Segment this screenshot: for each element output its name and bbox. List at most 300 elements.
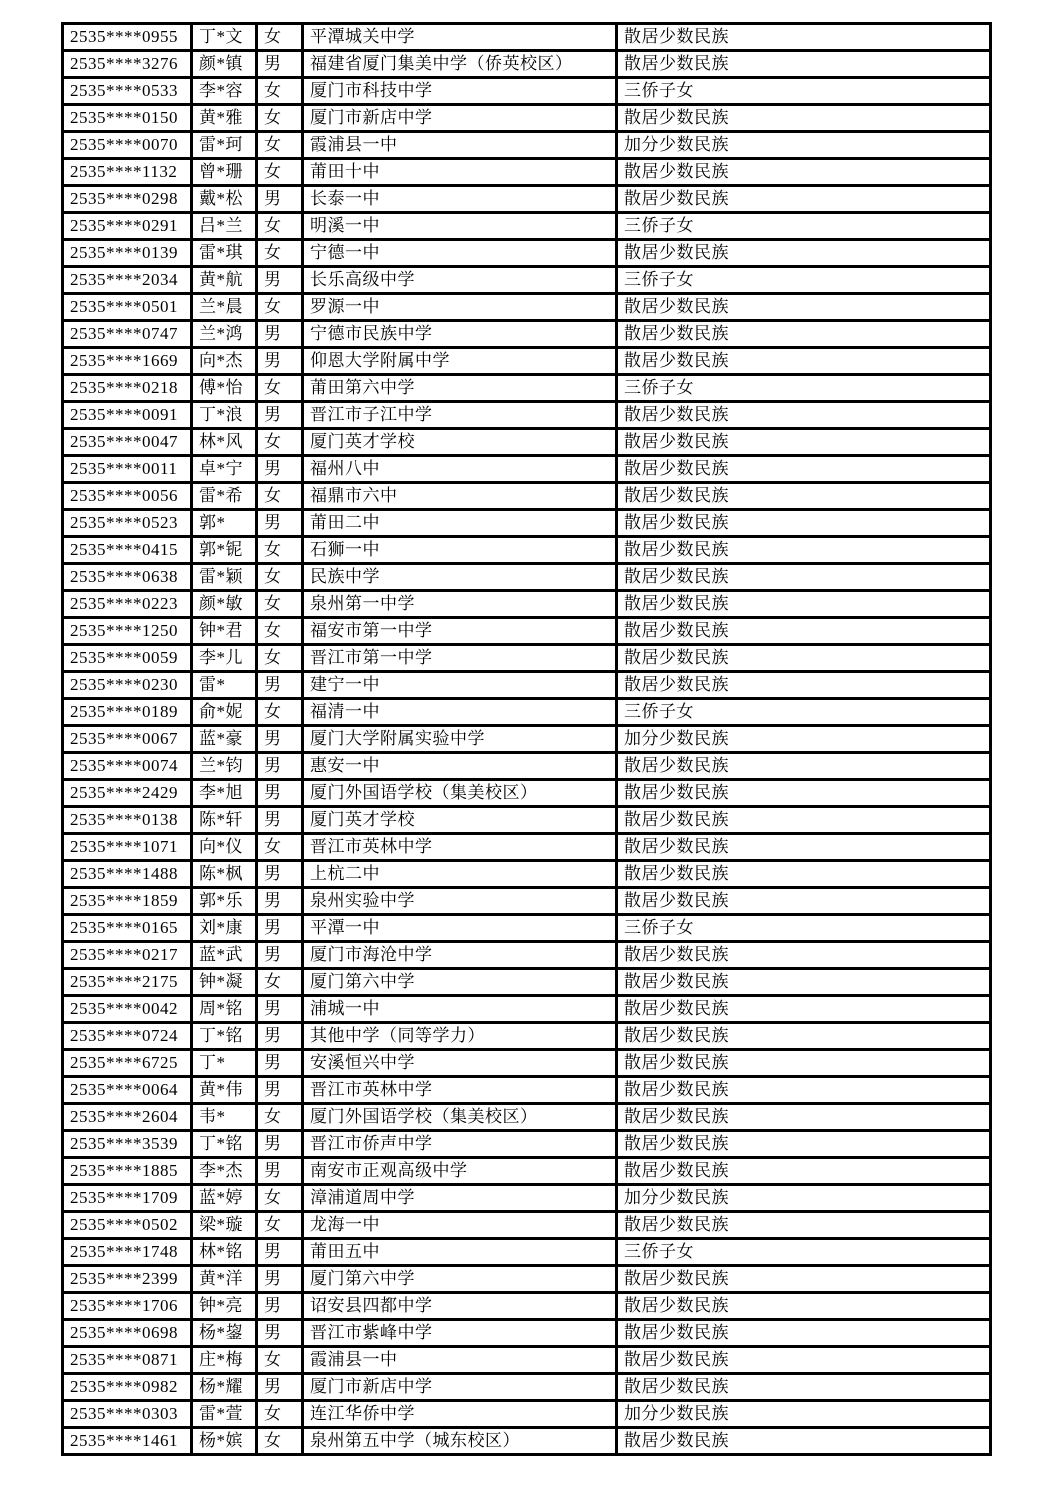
candidate-id-cell: 2535****0189 [63,699,192,726]
gender-cell: 男 [257,348,303,375]
table-row [63,105,991,132]
category-cell: 散居少数民族 [617,402,991,429]
gender-cell: 男 [257,402,303,429]
candidate-name-cell: 吕*兰 [192,213,257,240]
gender-cell: 男 [257,996,303,1023]
gender-cell: 男 [257,1293,303,1320]
candidate-name-cell: 向*仪 [192,834,257,861]
gender-cell: 男 [257,510,303,537]
table-row [63,1374,991,1401]
category-cell: 散居少数民族 [617,861,991,888]
school-cell: 厦门外国语学校（集美校区） [303,1104,617,1131]
gender-cell: 女 [257,1185,303,1212]
category-cell: 散居少数民族 [617,1320,991,1347]
candidate-name-cell: 兰*鸿 [192,321,257,348]
gender-cell: 男 [257,1158,303,1185]
candidate-name-cell: 林*风 [192,429,257,456]
school-cell: 厦门市新店中学 [303,105,617,132]
candidate-name-cell: 蓝*武 [192,942,257,969]
candidate-id-cell: 2535****0047 [63,429,192,456]
gender-cell: 男 [257,861,303,888]
candidate-name-cell: 杨*嫔 [192,1428,257,1455]
gender-cell: 男 [257,1050,303,1077]
gender-cell: 女 [257,78,303,105]
category-cell: 散居少数民族 [617,1212,991,1239]
table-row [63,645,991,672]
table-row [63,942,991,969]
table-row [63,186,991,213]
candidate-name-cell: 黄*伟 [192,1077,257,1104]
school-cell: 晋江市侨声中学 [303,1131,617,1158]
candidate-name-cell: 雷* [192,672,257,699]
table-row [63,591,991,618]
candidate-name-cell: 俞*妮 [192,699,257,726]
category-cell: 加分少数民族 [617,132,991,159]
candidate-id-cell: 2535****0011 [63,456,192,483]
table-row [63,537,991,564]
category-cell: 散居少数民族 [617,645,991,672]
school-cell: 晋江市子江中学 [303,402,617,429]
candidate-name-cell: 颜*敏 [192,591,257,618]
gender-cell: 男 [257,1023,303,1050]
school-cell: 泉州第一中学 [303,591,617,618]
table-row [63,672,991,699]
gender-cell: 男 [257,321,303,348]
candidate-id-cell: 2535****1071 [63,834,192,861]
candidate-id-cell: 2535****1706 [63,1293,192,1320]
gender-cell: 女 [257,1347,303,1374]
category-cell: 三侨子女 [617,915,991,942]
school-cell: 长泰一中 [303,186,617,213]
candidate-name-cell: 丁*铭 [192,1023,257,1050]
table-row [63,807,991,834]
candidate-id-cell: 2535****0747 [63,321,192,348]
candidate-name-cell: 兰*钧 [192,753,257,780]
candidate-id-cell: 2535****1748 [63,1239,192,1266]
candidate-name-cell: 杨*鋆 [192,1320,257,1347]
candidate-id-cell: 2535****0223 [63,591,192,618]
candidate-id-cell: 2535****0138 [63,807,192,834]
gender-cell: 男 [257,888,303,915]
category-cell: 散居少数民族 [617,1347,991,1374]
table-row [63,1347,991,1374]
gender-cell: 女 [257,645,303,672]
category-cell: 三侨子女 [617,78,991,105]
school-cell: 龙海一中 [303,1212,617,1239]
category-cell: 散居少数民族 [617,456,991,483]
gender-cell: 男 [257,780,303,807]
category-cell: 散居少数民族 [617,618,991,645]
candidate-name-cell: 丁*文 [192,24,257,51]
gender-cell: 男 [257,1266,303,1293]
category-cell: 散居少数民族 [617,51,991,78]
category-cell: 散居少数民族 [617,483,991,510]
candidate-name-cell: 钟*君 [192,618,257,645]
category-cell: 散居少数民族 [617,537,991,564]
gender-cell: 男 [257,672,303,699]
school-cell: 安溪恒兴中学 [303,1050,617,1077]
gender-cell: 男 [257,1320,303,1347]
candidate-name-cell: 郭*铌 [192,537,257,564]
candidate-name-cell: 林*铭 [192,1239,257,1266]
gender-cell: 男 [257,51,303,78]
table-row [63,24,991,51]
candidate-name-cell: 黄*洋 [192,1266,257,1293]
candidate-id-cell: 2535****0501 [63,294,192,321]
candidate-name-cell: 丁*浪 [192,402,257,429]
school-cell: 福安市第一中学 [303,618,617,645]
candidate-id-cell: 2535****0298 [63,186,192,213]
table-row [63,1158,991,1185]
gender-cell: 女 [257,24,303,51]
candidate-name-cell: 卓*宁 [192,456,257,483]
candidate-name-cell: 刘*康 [192,915,257,942]
school-cell: 厦门第六中学 [303,1266,617,1293]
table-row [63,996,991,1023]
candidate-id-cell: 2535****0415 [63,537,192,564]
category-cell: 加分少数民族 [617,1185,991,1212]
gender-cell: 女 [257,699,303,726]
table-row [63,78,991,105]
candidate-records-table [61,22,992,1456]
candidate-id-cell: 2535****6725 [63,1050,192,1077]
gender-cell: 男 [257,186,303,213]
gender-cell: 女 [257,132,303,159]
candidate-id-cell: 2535****0955 [63,24,192,51]
candidate-id-cell: 2535****0067 [63,726,192,753]
category-cell: 散居少数民族 [617,672,991,699]
table-row [63,699,991,726]
candidate-name-cell: 丁*铭 [192,1131,257,1158]
school-cell: 莆田五中 [303,1239,617,1266]
candidate-id-cell: 2535****0871 [63,1347,192,1374]
table-row [63,375,991,402]
school-cell: 惠安一中 [303,753,617,780]
candidate-name-cell: 李*杰 [192,1158,257,1185]
gender-cell: 女 [257,969,303,996]
gender-cell: 男 [257,1374,303,1401]
school-cell: 仰恩大学附属中学 [303,348,617,375]
school-cell: 漳浦道周中学 [303,1185,617,1212]
candidate-id-cell: 2535****1859 [63,888,192,915]
gender-cell: 女 [257,618,303,645]
school-cell: 民族中学 [303,564,617,591]
gender-cell: 男 [257,807,303,834]
gender-cell: 女 [257,483,303,510]
gender-cell: 女 [257,375,303,402]
table-row [63,888,991,915]
school-cell: 南安市正观高级中学 [303,1158,617,1185]
category-cell: 散居少数民族 [617,321,991,348]
school-cell: 厦门市新店中学 [303,1374,617,1401]
school-cell: 浦城一中 [303,996,617,1023]
candidate-id-cell: 2535****0070 [63,132,192,159]
table-row [63,1023,991,1050]
gender-cell: 女 [257,1401,303,1428]
candidate-id-cell: 2535****3539 [63,1131,192,1158]
gender-cell: 女 [257,537,303,564]
candidate-records-table-body [63,24,991,1455]
category-cell: 三侨子女 [617,213,991,240]
table-row [63,753,991,780]
table-row [63,294,991,321]
gender-cell: 女 [257,834,303,861]
candidate-name-cell: 曾*珊 [192,159,257,186]
candidate-name-cell: 李*容 [192,78,257,105]
category-cell: 散居少数民族 [617,591,991,618]
gender-cell: 女 [257,1212,303,1239]
category-cell: 散居少数民族 [617,807,991,834]
candidate-id-cell: 2535****0059 [63,645,192,672]
candidate-name-cell: 雷*颖 [192,564,257,591]
table-row [63,321,991,348]
table-row [63,618,991,645]
table-row [63,402,991,429]
school-cell: 泉州实验中学 [303,888,617,915]
school-cell: 平潭一中 [303,915,617,942]
gender-cell: 女 [257,1104,303,1131]
candidate-id-cell: 2535****0303 [63,1401,192,1428]
school-cell: 晋江市紫峰中学 [303,1320,617,1347]
candidate-id-cell: 2535****0218 [63,375,192,402]
candidate-name-cell: 雷*萱 [192,1401,257,1428]
category-cell: 散居少数民族 [617,780,991,807]
candidate-id-cell: 2535****0502 [63,1212,192,1239]
school-cell: 上杭二中 [303,861,617,888]
candidate-id-cell: 2535****0042 [63,996,192,1023]
table-row [63,969,991,996]
candidate-id-cell: 2535****1250 [63,618,192,645]
category-cell: 散居少数民族 [617,24,991,51]
candidate-id-cell: 2535****0638 [63,564,192,591]
school-cell: 晋江市第一中学 [303,645,617,672]
gender-cell: 男 [257,915,303,942]
category-cell: 散居少数民族 [617,996,991,1023]
candidate-name-cell: 丁* [192,1050,257,1077]
gender-cell: 女 [257,105,303,132]
candidate-id-cell: 2535****0165 [63,915,192,942]
category-cell: 散居少数民族 [617,1293,991,1320]
candidate-name-cell: 傅*怡 [192,375,257,402]
category-cell: 加分少数民族 [617,1401,991,1428]
school-cell: 霞浦县一中 [303,132,617,159]
category-cell: 散居少数民族 [617,1374,991,1401]
candidate-id-cell: 2535****3276 [63,51,192,78]
candidate-name-cell: 颜*镇 [192,51,257,78]
school-cell: 宁德市民族中学 [303,321,617,348]
candidate-id-cell: 2535****1669 [63,348,192,375]
category-cell: 散居少数民族 [617,510,991,537]
school-cell: 其他中学（同等学力） [303,1023,617,1050]
candidate-id-cell: 2535****0982 [63,1374,192,1401]
candidate-id-cell: 2535****0139 [63,240,192,267]
candidate-name-cell: 梁*璇 [192,1212,257,1239]
table-row [63,159,991,186]
gender-cell: 女 [257,294,303,321]
candidate-id-cell: 2535****2604 [63,1104,192,1131]
category-cell: 散居少数民族 [617,186,991,213]
category-cell: 散居少数民族 [617,969,991,996]
candidate-name-cell: 杨*耀 [192,1374,257,1401]
category-cell: 散居少数民族 [617,240,991,267]
candidate-id-cell: 2535****2034 [63,267,192,294]
candidate-id-cell: 2535****2175 [63,969,192,996]
category-cell: 散居少数民族 [617,1050,991,1077]
table-row [63,132,991,159]
candidate-name-cell: 雷*琪 [192,240,257,267]
school-cell: 石狮一中 [303,537,617,564]
category-cell: 三侨子女 [617,267,991,294]
candidate-id-cell: 2535****1461 [63,1428,192,1455]
candidate-name-cell: 兰*晨 [192,294,257,321]
table-row [63,834,991,861]
school-cell: 霞浦县一中 [303,1347,617,1374]
table-row [63,780,991,807]
school-cell: 宁德一中 [303,240,617,267]
candidate-id-cell: 2535****0230 [63,672,192,699]
table-row [63,915,991,942]
table-row [63,1401,991,1428]
table-row [63,267,991,294]
candidate-name-cell: 雷*希 [192,483,257,510]
scanned-candidate-list-page [61,22,992,1456]
category-cell: 散居少数民族 [617,1158,991,1185]
candidate-id-cell: 2535****0074 [63,753,192,780]
table-row [63,1131,991,1158]
gender-cell: 女 [257,159,303,186]
table-row [63,510,991,537]
candidate-id-cell: 2535****1132 [63,159,192,186]
candidate-name-cell: 黄*航 [192,267,257,294]
candidate-name-cell: 陈*枫 [192,861,257,888]
gender-cell: 男 [257,1239,303,1266]
candidate-id-cell: 2535****0698 [63,1320,192,1347]
school-cell: 厦门市科技中学 [303,78,617,105]
school-cell: 长乐高级中学 [303,267,617,294]
category-cell: 三侨子女 [617,699,991,726]
category-cell: 散居少数民族 [617,942,991,969]
gender-cell: 女 [257,213,303,240]
category-cell: 散居少数民族 [617,753,991,780]
school-cell: 厦门外国语学校（集美校区） [303,780,617,807]
category-cell: 散居少数民族 [617,564,991,591]
candidate-name-cell: 郭* [192,510,257,537]
candidate-name-cell: 黄*雅 [192,105,257,132]
gender-cell: 女 [257,591,303,618]
school-cell: 厦门英才学校 [303,807,617,834]
gender-cell: 女 [257,429,303,456]
school-cell: 平潭城关中学 [303,24,617,51]
category-cell: 散居少数民族 [617,1077,991,1104]
candidate-name-cell: 蓝*婷 [192,1185,257,1212]
school-cell: 莆田二中 [303,510,617,537]
table-row [63,1428,991,1455]
school-cell: 晋江市英林中学 [303,1077,617,1104]
candidate-id-cell: 2535****2429 [63,780,192,807]
candidate-name-cell: 李*儿 [192,645,257,672]
category-cell: 散居少数民族 [617,294,991,321]
gender-cell: 女 [257,564,303,591]
category-cell: 散居少数民族 [617,348,991,375]
category-cell: 散居少数民族 [617,429,991,456]
gender-cell: 男 [257,1131,303,1158]
candidate-id-cell: 2535****2399 [63,1266,192,1293]
category-cell: 散居少数民族 [617,834,991,861]
candidate-id-cell: 2535****0064 [63,1077,192,1104]
table-row [63,1212,991,1239]
candidate-id-cell: 2535****0056 [63,483,192,510]
candidate-name-cell: 郭*乐 [192,888,257,915]
candidate-id-cell: 2535****0523 [63,510,192,537]
candidate-id-cell: 2535****1885 [63,1158,192,1185]
school-cell: 明溪一中 [303,213,617,240]
gender-cell: 女 [257,1428,303,1455]
table-row [63,1320,991,1347]
table-row [63,1239,991,1266]
table-row [63,1185,991,1212]
table-row [63,564,991,591]
candidate-name-cell: 陈*轩 [192,807,257,834]
candidate-id-cell: 2535****0724 [63,1023,192,1050]
candidate-name-cell: 韦* [192,1104,257,1131]
candidate-id-cell: 2535****1488 [63,861,192,888]
table-row [63,1293,991,1320]
candidate-name-cell: 钟*亮 [192,1293,257,1320]
table-row [63,861,991,888]
category-cell: 散居少数民族 [617,888,991,915]
candidate-name-cell: 李*旭 [192,780,257,807]
candidate-name-cell: 蓝*豪 [192,726,257,753]
candidate-name-cell: 戴*松 [192,186,257,213]
gender-cell: 男 [257,1077,303,1104]
candidate-id-cell: 2535****0150 [63,105,192,132]
table-row [63,348,991,375]
school-cell: 建宁一中 [303,672,617,699]
category-cell: 加分少数民族 [617,726,991,753]
category-cell: 三侨子女 [617,375,991,402]
candidate-id-cell: 2535****0291 [63,213,192,240]
school-cell: 厦门第六中学 [303,969,617,996]
table-row [63,1050,991,1077]
gender-cell: 男 [257,267,303,294]
candidate-name-cell: 雷*珂 [192,132,257,159]
school-cell: 福鼎市六中 [303,483,617,510]
category-cell: 散居少数民族 [617,1266,991,1293]
school-cell: 莆田十中 [303,159,617,186]
table-row [63,456,991,483]
gender-cell: 男 [257,942,303,969]
candidate-name-cell: 向*杰 [192,348,257,375]
candidate-id-cell: 2535****1709 [63,1185,192,1212]
school-cell: 莆田第六中学 [303,375,617,402]
school-cell: 福建省厦门集美中学（侨英校区） [303,51,617,78]
table-row [63,213,991,240]
school-cell: 福州八中 [303,456,617,483]
category-cell: 散居少数民族 [617,1023,991,1050]
table-row [63,51,991,78]
category-cell: 散居少数民族 [617,1131,991,1158]
table-row [63,726,991,753]
candidate-id-cell: 2535****0533 [63,78,192,105]
category-cell: 散居少数民族 [617,1428,991,1455]
candidate-name-cell: 庄*梅 [192,1347,257,1374]
candidate-id-cell: 2535****0091 [63,402,192,429]
gender-cell: 男 [257,726,303,753]
school-cell: 诏安县四都中学 [303,1293,617,1320]
category-cell: 散居少数民族 [617,159,991,186]
school-cell: 福清一中 [303,699,617,726]
candidate-name-cell: 钟*凝 [192,969,257,996]
